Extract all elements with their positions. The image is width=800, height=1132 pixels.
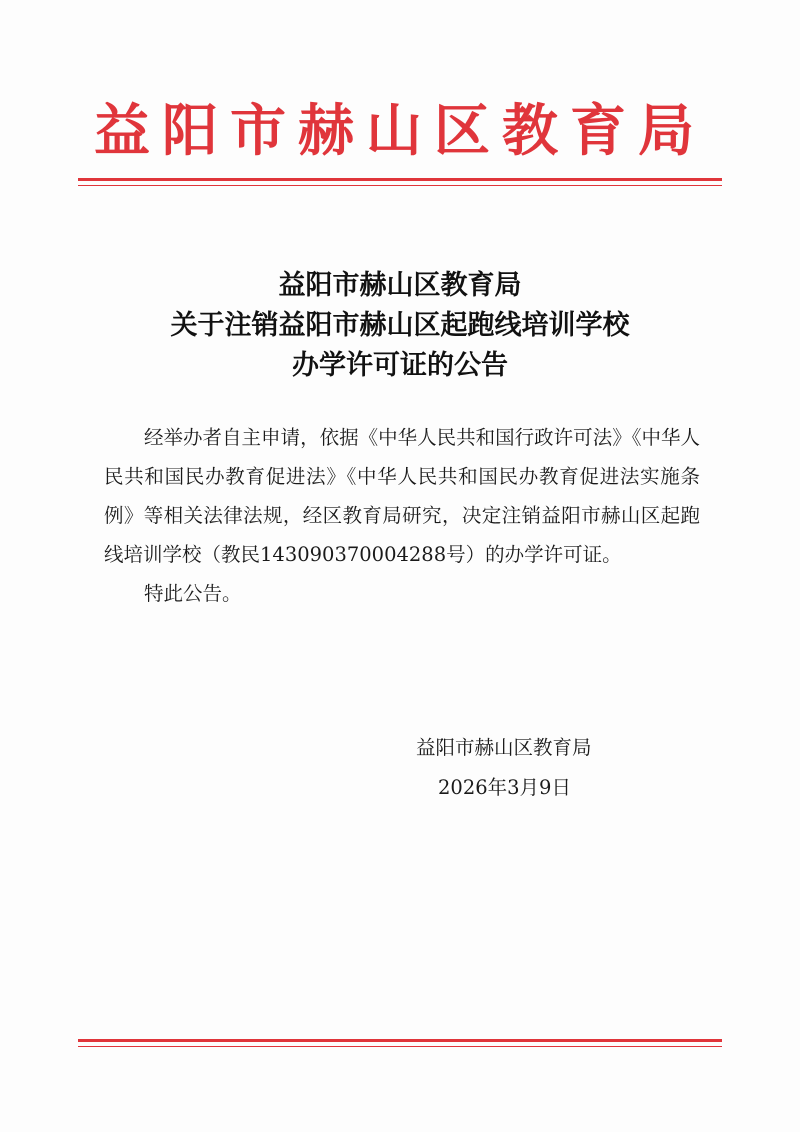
notice-body	[104, 418, 700, 613]
notice-title-line-2: 关于注销益阳市赫山区起跑线培训学校	[170, 310, 630, 341]
notice-title	[0, 266, 800, 386]
signature-block	[400, 728, 660, 808]
letterhead-divider-thin	[78, 185, 722, 186]
body-paragraph-2: 特此公告。	[144, 582, 242, 605]
body-paragraph-1: 经举办者自主申请，依据《中华人民共和国行政许可法》《中华人民共和国民办教育促进法》《中华人民共和国民办教育促进法实施条例》等相关法律法规，经区教育局研究，决定注销益阳市赫山区起跑线培训学校（教民143090370004288号）的办学许可证。	[104, 426, 700, 566]
footer-divider-thick	[78, 1039, 722, 1042]
signature-org: 益阳市赫山区教育局	[416, 736, 592, 759]
notice-title-line-1: 益阳市赫山区教育局	[278, 270, 522, 301]
letterhead-divider-thick	[78, 178, 722, 181]
notice-title-line-3: 办学许可证的公告	[292, 350, 508, 381]
letterhead-title: 益阳市赫山区教育局	[94, 98, 706, 164]
footer-divider-thin	[78, 1046, 722, 1047]
signature-date: 2026年3月9日	[438, 776, 571, 799]
